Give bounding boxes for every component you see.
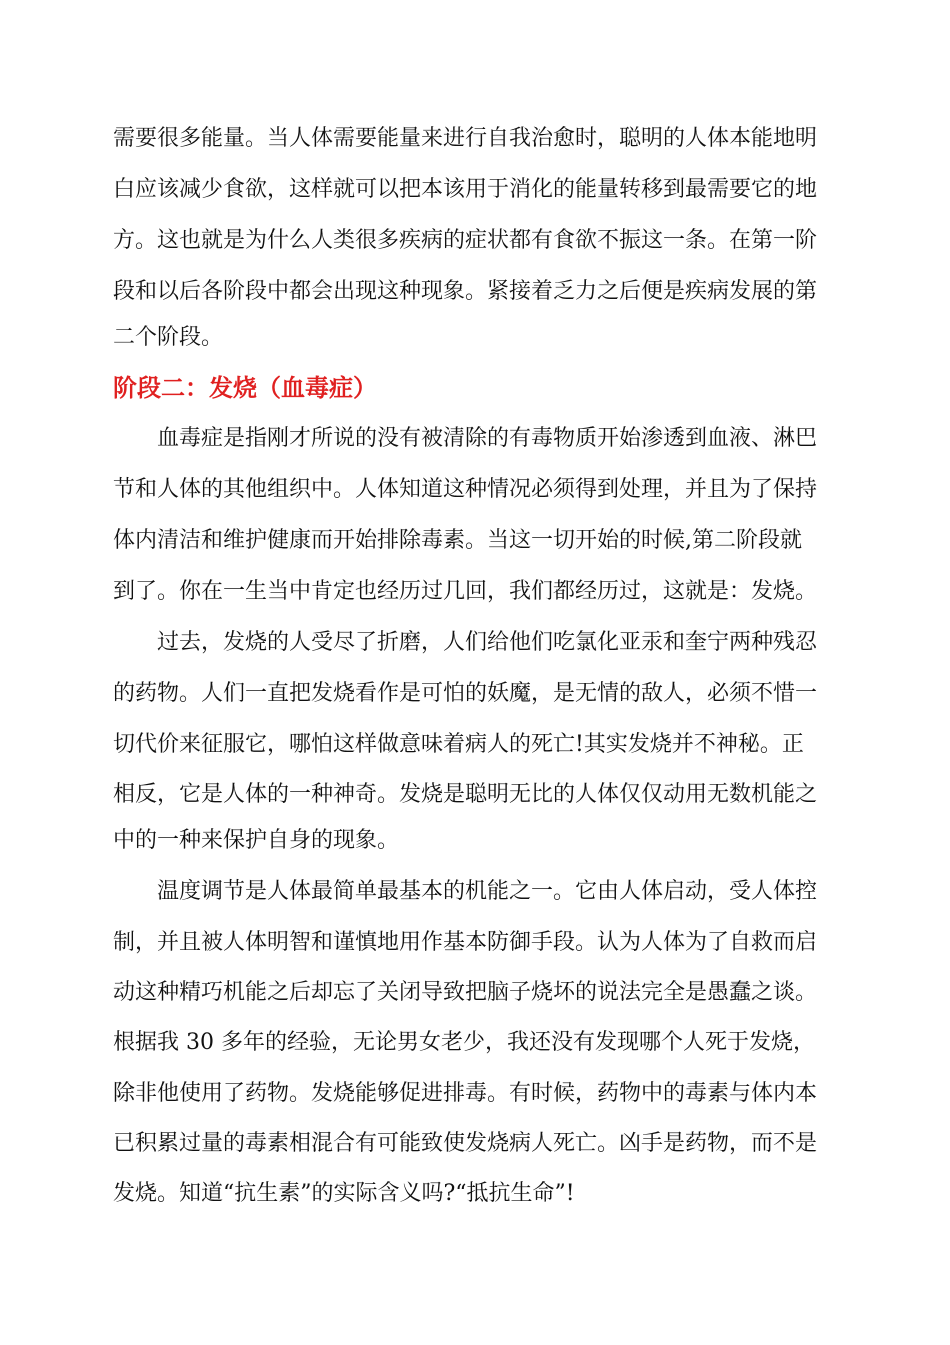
text-line: 已积累过量的毒素相混合有可能致使发烧病人死亡。凶手是药物，而不是 xyxy=(113,1131,818,1156)
text-line: 中的一种来保护自身的现象。 xyxy=(113,828,400,853)
text-line: 的药物。人们一直把发烧看作是可怕的妖魔，是无情的敌人，必须不惜一 xyxy=(113,681,818,706)
text-line: 根据我 30 多年的经验，无论男女老少，我还没有发现哪个人死于发烧， xyxy=(113,1030,815,1055)
text-line: 段和以后各阶段中都会出现这种现象。紧接着乏力之后便是疾病发展的第 xyxy=(113,279,818,304)
text-line: 节和人体的其他组织中。人体知道这种情况必须得到处理，并且为了保持 xyxy=(113,477,818,502)
text-line: 二个阶段。 xyxy=(113,325,224,350)
text-line: 血毒症是指刚才所说的没有被清除的有毒物质开始渗透到血液、淋巴 xyxy=(157,426,818,451)
text-line: 制，并且被人体明智和谨慎地用作基本防御手段。认为人体为了自救而启 xyxy=(113,930,818,955)
text-line: 切代价来征服它，哪怕这样做意味着病人的死亡!其实发烧并不神秘。正 xyxy=(113,732,804,757)
text-line: 发烧。知道“抗生素”的实际含义吗?“抵抗生命”! xyxy=(113,1181,575,1206)
text-line: 体内清洁和维护健康而开始排除毒素。当这一切开始的时候,第二阶段就 xyxy=(113,528,802,553)
text-line: 需要很多能量。当人体需要能量来进行自我治愈时，聪明的人体本能地明 xyxy=(113,126,818,151)
text-line: 过去，发烧的人受尽了折磨，人们给他们吃氯化亚汞和奎宁两种残忍 xyxy=(157,630,818,655)
text-line: 除非他使用了药物。发烧能够促进排毒。有时候，药物中的毒素与体内本 xyxy=(113,1081,818,1106)
text-line: 白应该减少食欲，这样就可以把本该用于消化的能量转移到最需要它的地 xyxy=(113,177,818,202)
text-line: 动这种精巧机能之后却忘了关闭导致把脑子烧坏的说法完全是愚蠢之谈。 xyxy=(113,980,818,1005)
section-heading: 阶段二：发烧（血毒症） xyxy=(113,374,377,402)
text-line: 到了。你在一生当中肯定也经历过几回，我们都经历过，这就是：发烧。 xyxy=(113,579,818,604)
text-line: 温度调节是人体最简单最基本的机能之一。它由人体启动，受人体控 xyxy=(157,879,818,904)
text-line: 相反，它是人体的一种神奇。发烧是聪明无比的人体仅仅动用无数机能之 xyxy=(113,782,818,807)
text-line: 方。这也就是为什么人类很多疾病的症状都有食欲不振这一条。在第一阶 xyxy=(113,228,818,253)
